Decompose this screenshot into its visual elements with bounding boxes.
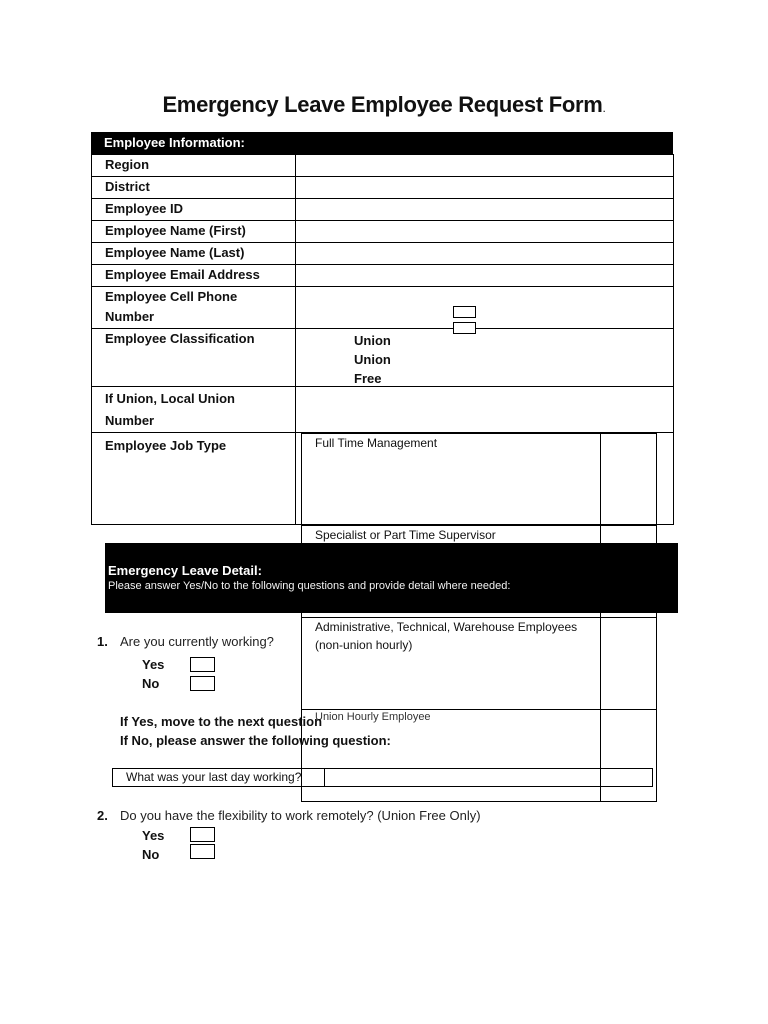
question-1-yes-checkbox[interactable] <box>190 657 215 672</box>
job-type-union-hourly: Union Hourly Employee <box>302 710 601 802</box>
email-field[interactable] <box>296 265 674 287</box>
last-day-working-field[interactable] <box>325 769 652 786</box>
employee-id-label: Employee ID <box>92 199 296 221</box>
question-2-no-label: No <box>142 847 160 862</box>
job-type-union-hourly-checkbox[interactable] <box>601 710 657 802</box>
question-1-number: 1. <box>97 634 108 649</box>
local-union-label-line1: If Union, Local Union <box>105 391 235 406</box>
employee-id-field[interactable] <box>296 199 674 221</box>
employee-info-header: Employee Information: <box>91 132 673 154</box>
classification-label: Employee Classification <box>92 329 296 387</box>
cell-phone-label <box>92 287 296 329</box>
question-1-no-checkbox[interactable] <box>190 676 215 691</box>
form-title <box>0 92 768 118</box>
job-type-admin-line1: Administrative, Technical, Warehouse Employees <box>315 620 578 634</box>
question-1-no-label: No <box>142 676 160 691</box>
job-type-full-time-checkbox[interactable] <box>601 434 657 526</box>
detail-subtext: Please answer Yes/No to the following questions and provide detail where needed: <box>108 580 511 592</box>
classification-field <box>296 329 674 387</box>
local-union-field[interactable] <box>296 387 674 433</box>
question-2-yes-label: Yes <box>142 828 165 843</box>
question-2-number: 2. <box>97 808 108 823</box>
last-day-working-label: What was your last day working? <box>113 769 325 786</box>
job-type-admin-checkbox[interactable] <box>601 618 657 710</box>
emergency-leave-detail-banner <box>105 543 678 613</box>
email-label: Employee Email Address <box>92 265 296 287</box>
job-type-specialist: Specialist or Part Time Supervisor <box>302 526 601 618</box>
classification-option-union-2: Union <box>354 352 391 367</box>
classification-option-free: Free <box>354 371 382 386</box>
job-type-full-time: Full Time Management <box>302 434 601 526</box>
question-1-note-no: If No, please answer the following question: <box>120 733 391 748</box>
classification-option-union: Union <box>354 333 391 348</box>
cell-phone-field[interactable] <box>296 287 674 329</box>
cell-phone-label-line2: Number <box>105 309 155 324</box>
union-checkbox[interactable] <box>453 306 476 318</box>
last-name-field[interactable] <box>296 243 674 265</box>
union-free-checkbox[interactable] <box>453 322 476 334</box>
classification-options <box>354 331 391 388</box>
form-title-text: Emergency Leave Employee Request Form <box>162 92 603 117</box>
first-name-label: Employee Name (First) <box>92 221 296 243</box>
cell-phone-label-line1: Employee Cell Phone <box>105 289 238 304</box>
job-type-label-text: Employee Job Type <box>105 438 227 453</box>
question-2-text: Do you have the flexibility to work remotely? (Union Free Only) <box>120 808 481 823</box>
job-type-admin <box>302 618 601 710</box>
question-1-note-yes: If Yes, move to the next question <box>120 714 323 729</box>
district-field[interactable] <box>296 177 674 199</box>
first-name-field[interactable] <box>296 221 674 243</box>
detail-header: Emergency Leave Detail: <box>108 563 262 578</box>
job-type-label <box>92 433 296 525</box>
region-field[interactable] <box>296 155 674 177</box>
region-label: Region <box>92 155 296 177</box>
last-day-working-row <box>112 768 653 787</box>
form-title-suffix: . <box>602 101 606 115</box>
question-2-no-checkbox[interactable] <box>190 844 215 859</box>
district-label: District <box>92 177 296 199</box>
question-1-yes-label: Yes <box>142 657 165 672</box>
local-union-label <box>92 387 296 433</box>
question-2-yes-checkbox[interactable] <box>190 827 215 842</box>
local-union-label-line2: Number <box>105 413 155 428</box>
question-1-text: Are you currently working? <box>120 634 274 649</box>
last-name-label: Employee Name (Last) <box>92 243 296 265</box>
job-type-admin-line2: (non-union hourly) <box>315 638 413 652</box>
